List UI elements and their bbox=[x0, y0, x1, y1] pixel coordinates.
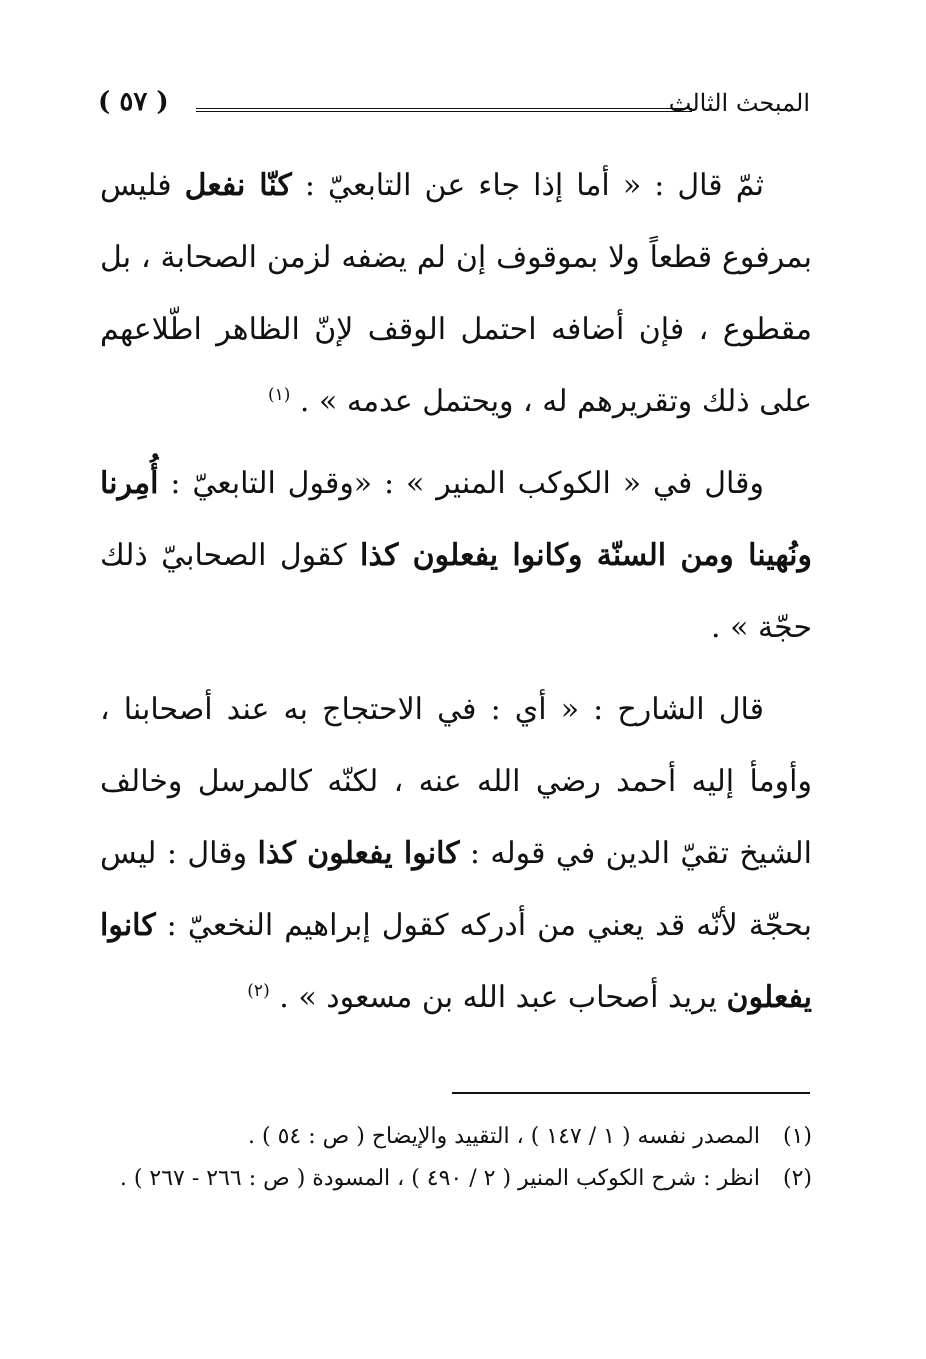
section-title: المبحث الثالث bbox=[668, 89, 810, 117]
paragraph-1 bbox=[100, 150, 812, 438]
header-rule bbox=[196, 108, 692, 112]
paragraph-2-text-a: وقال في « الكوكب المنير » : «وقول التابعيّ : bbox=[158, 466, 764, 501]
footnote-text: المصدر نفسه ( ١ / ١٤٧ ) ، التقييد والإيضاح ( ص : ٥٤ ) . bbox=[248, 1124, 760, 1149]
paragraph-2 bbox=[100, 448, 812, 664]
paragraph-1-quote: كنّا نفعل bbox=[184, 168, 292, 203]
paragraph-2-quote: أُمِرنا ونُهينا ومن السنّة وكانوا يفعلون كذا bbox=[100, 466, 812, 573]
paragraph-3-text-a: قال الشارح : « أي : في الاحتجاج به عند أصحابنا ، وأومأ إليه أحمد رضي الله عنه ، لكنّه كالمرسل وخالف الشيخ تقيّ الدين في قوله : bbox=[100, 692, 812, 871]
page-header bbox=[98, 86, 810, 126]
main-text bbox=[100, 150, 812, 1044]
paragraph-3-quote-1: كانوا يفعلون كذا bbox=[257, 836, 460, 871]
footnote-1 bbox=[100, 1116, 812, 1158]
paragraph-1-text-a: ثمّ قال : « أما إذا جاء عن التابعيّ : bbox=[291, 168, 765, 203]
footnote-number: (٢) bbox=[782, 1166, 812, 1191]
paragraph-3-text-b: وقال : ليس بحجّة لأنّه قد يعني من أدركه كقول إبراهيم النخعيّ : bbox=[100, 836, 812, 943]
paragraph-3 bbox=[100, 674, 812, 1034]
footnote-ref-1[interactable]: (١) bbox=[267, 385, 291, 405]
paragraph-3-text-c: يريد أصحاب عبد الله بن مسعود » . bbox=[279, 980, 727, 1015]
footnotes bbox=[100, 1116, 812, 1200]
paragraph-3-quote-2: كانوا يفعلون bbox=[100, 908, 812, 1015]
footnote-text: انظر : شرح الكوكب المنير ( ٢ / ٤٩٠ ) ، المسودة ( ص : ٢٦٦ - ٢٦٧ ) . bbox=[119, 1166, 760, 1191]
footnote-ref-2[interactable]: (٢) bbox=[247, 981, 270, 1001]
page-number: ( ٥٧ ) bbox=[98, 87, 169, 117]
paragraph-2-text-b: كقول الصحابيّ ذلك حجّة » . bbox=[100, 538, 812, 645]
footnote-number: (١) bbox=[782, 1124, 812, 1149]
paragraph-1-text-b: فليس بمرفوع قطعاً ولا بموقوف إن لم يضفه لزمن الصحابة ، بل مقطوع ، فإن أضافه احتمل الوقف لإنّ الظاهر اطّلاعهم على ذلك وتقريرهم له ، ويحتمل عدمه » . bbox=[100, 168, 813, 419]
footnote-2 bbox=[100, 1158, 812, 1200]
footnote-divider bbox=[452, 1092, 810, 1094]
